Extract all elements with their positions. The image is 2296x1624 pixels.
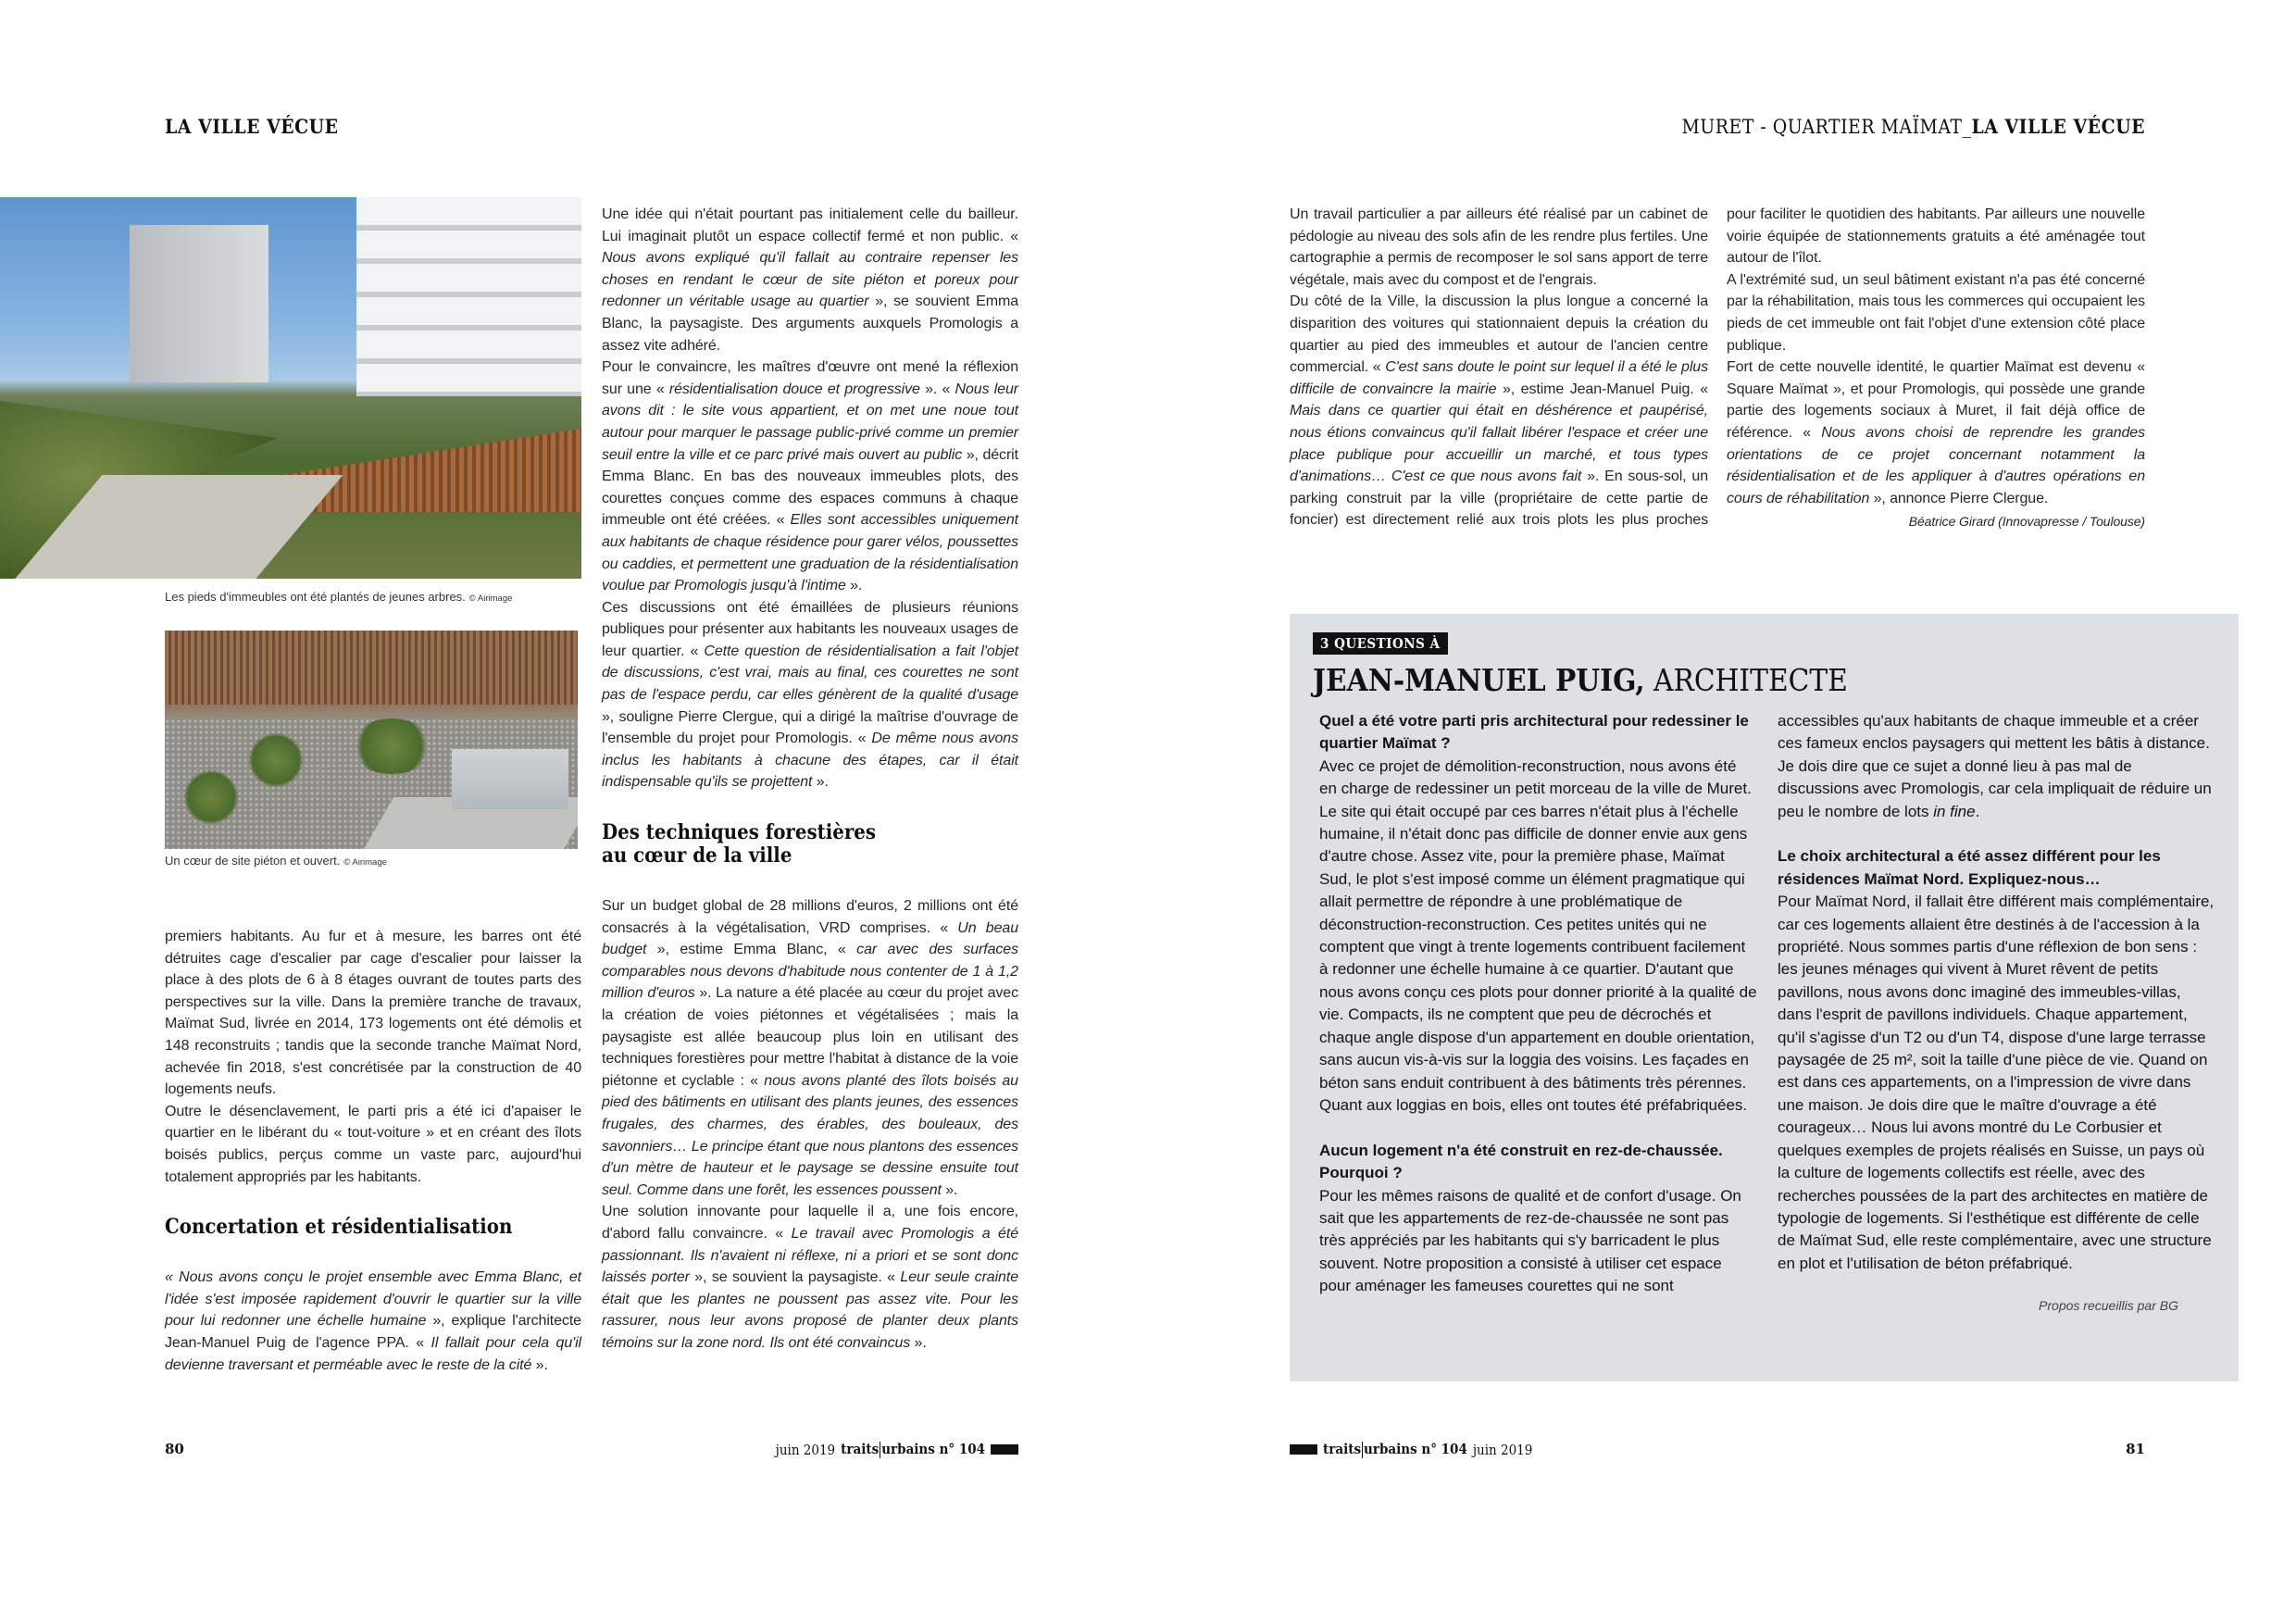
issue-number: n° 104 xyxy=(1421,1441,1467,1457)
interview-question: Le choix architectural a été assez différent pour les résidences Maïmat Nord. Expliquez-nous… xyxy=(1778,847,2161,888)
photo-credit: © Airimage xyxy=(343,857,387,868)
text-run: », décrit Emma Blanc. En bas des nouveaux immeubles plots, des courettes conçues comme des espaces communs à chaque immeuble ont été créées. « xyxy=(602,446,1018,529)
interview-title xyxy=(1313,662,2215,699)
italic-quote: C'est sans doute le point sur lequel il a été le plus difficile de convaincre la mairie xyxy=(1290,359,1708,397)
photo-fence xyxy=(165,631,578,705)
logo-part: traits xyxy=(841,1441,880,1457)
italic-quote: nous avons planté des îlots boisés au pied des bâtiments en utilisant des plants jeunes, des essences frugales, des charmes, des érables, des bouleaux, des savonniers… Le principe étant que nous plantons des essences d'un mètre de hauteur et le paysage se dessine ensuite tout seul. Comme dans une forêt, les essences poussent xyxy=(602,1072,1018,1198)
italic-quote: Leur seule crainte était que les plantes ne poussent pas assez vite. Pour les rassurer, nous leur avons proposé de planter deux plants témoins sur la zone nord. Ils ont été convaincus xyxy=(602,1269,1018,1351)
section-title: LA VILLE VÉCUE xyxy=(1971,115,2145,138)
article-column-2 xyxy=(602,204,1018,1355)
text-run: . xyxy=(1975,802,1980,820)
text-run: ». xyxy=(910,1334,927,1351)
paragraph xyxy=(602,1201,1018,1354)
logo-part: urbains xyxy=(881,1441,935,1457)
interview-question: Aucun logement n'a été construit en rez-de-chaussée. Pourquoi ? xyxy=(1319,1141,1723,1182)
photo2-caption xyxy=(165,854,387,868)
italic-quote: Il fallait pour cela qu'il devienne traversant et perméable avec le reste de la cité xyxy=(165,1334,581,1373)
text-run: premiers habitants. Au fur et à mesure, les barres ont été détruites cage d'escalier par cage d'escalier pour laisser la place à des plots de 6 à 8 étages ouvrant de toutes parts des perspectives sur la ville. Dans la première tranche de travaux, Maïmat Sud, livrée en 2014, 173 logements ont été démolis et 148 reconstruits ; tandis que la seconde tranche Maïmat Nord, achevée fin 2018, s'est concrétisée par la construction de 40 logements neufs. xyxy=(165,929,581,1098)
text-run: Avec ce projet de démolition-reconstruction, nous avons été en charge de redessiner un petit morceau de la ville de Muret. Le site qui était occupé par ces barres n'était plus à l'échelle humaine, il n'était donc pas difficile de donner envie aux gens d'autre chose. Assez vite, pour la première phase, Maïmat Sud, le plot s'est imposé comme un élément pragmatique qui allait permettre de répondre à une problématique de déconstruction-reconstruction. Ces petites unités qui ne comptent que vingt à trente logements contribuent facilement à redonner une échelle humaine à ce quartier. D'autant que nous avons conçu ces plots pour donner priorité à la qualité de vie. Compacts, ils ne comptent que peu de décrochés et chaque angle dispose d'un appartement en double orientation, sans aucun vis-à-vis sur la loggia des voisins. Les façades en béton sans enduit contribuent à des bâtiments très pérennes. Quant aux loggias en bois, elles ont toutes été préfabriquées. xyxy=(1319,756,1757,1114)
text-run: Une solution innovante pour laquelle il a, une fois encore, d'abord fallu convaincre. « xyxy=(602,1204,1018,1242)
logo-part: traits xyxy=(1323,1441,1362,1457)
interview-answer xyxy=(1319,756,1757,1118)
italic-quote: « Nous avons conçu le projet ensemble avec Emma Blanc, et l'idée s'est imposée rapidement d'ouvrir le quartier sur la ville pour lui redonner une échelle humaine xyxy=(165,1269,581,1330)
section-title: LA VILLE VÉCUE xyxy=(165,115,339,138)
text-run: Outre le désenclavement, le parti pris a été ici d'apaiser le quartier en le libérant du « tout-voiture » et en créant des îlots boisés publics, perçus comme un vaste parc, aujourd'hui totalement appropriés par les habitants. xyxy=(165,1103,581,1185)
italic-quote: Le travail avec Promologis a été passionnant. Ils n'avaient ni réflexe, ni a priori et se sont donc laissés porter xyxy=(602,1225,1018,1286)
text-run: Fort de cette nouvelle identité, le quartier Maïmat est devenu « Square Maïmat », et pour Promologis, qui possède une grande partie des logements sociaux à Muret, il fait déjà office de référence. « xyxy=(1727,359,2145,441)
italic-quote: Elles sont accessibles uniquement aux habitants de chaque résidence pour garer vélos, poussettes ou caddies, et permettent une graduation de la résidentialisation voulue par Promologis jusqu'à l'intime xyxy=(602,512,1018,594)
caption-text: Un cœur de site piéton et ouvert. xyxy=(165,854,341,868)
photo-building xyxy=(130,225,268,382)
italic-quote: Mais dans ce quartier qui était en déshérence et paupérisé, nous étions convaincus qu'il fallait libérer l'espace et créer une place publique pour accueillir un marché, et tous types d'animations… C'est ce que nous avons fait xyxy=(1290,403,1708,485)
photo1-caption xyxy=(165,590,512,604)
text-run: ». xyxy=(845,578,863,594)
text-run: Une idée qui n'était pourtant pas initialement celle du bailleur. Lui imaginait plutôt un espace collectif fermé et non public. « xyxy=(602,206,1018,244)
italic-quote: Nous avons expliqué qu'il fallait au contraire repenser les choses en rendant le cœur de site piéton et poreux pour redonner un véritable usage au quartier xyxy=(602,250,1018,310)
article-location: MURET - QUARTIER MAÏMAT_ xyxy=(1681,116,1972,138)
paragraph xyxy=(1727,356,2145,509)
interview-answer xyxy=(1778,891,2215,1275)
text-run: », souligne Pierre Clergue, qui a dirigé la maîtrise d'ouvrage de l'ensemble du projet pour Promologis. « xyxy=(602,708,1018,747)
italic-quote: in fine xyxy=(1933,802,1976,820)
text-run: », explique l'architecte Jean-Manuel Puig de l'agence PPA. « xyxy=(165,1313,581,1351)
photo-credit: © Airimage xyxy=(468,593,513,604)
black-bar-icon xyxy=(1290,1444,1317,1455)
paragraph xyxy=(602,895,1018,1201)
text-run: ». xyxy=(531,1356,548,1373)
page-number-left: 80 xyxy=(165,1441,184,1457)
interview-qa xyxy=(1319,710,2215,1298)
paragraph xyxy=(602,597,1018,793)
photo-building xyxy=(356,197,581,396)
text-run: », estime Emma Blanc, « xyxy=(646,942,857,958)
logo-part: urbains xyxy=(1364,1441,1417,1457)
photo-plant xyxy=(350,718,433,774)
paragraph xyxy=(602,356,1018,597)
paragraph xyxy=(602,204,1018,356)
interview-credit: Propos recueillis par BG xyxy=(2039,1297,2178,1313)
author-signature: Béatrice Girard (Innovapresse / Toulouse) xyxy=(1908,514,2145,530)
text-run: Sur un budget global de 28 millions d'euros, 2 millions ont été consacrés à la végétalisation, VRD comprises. « xyxy=(602,898,1018,936)
italic-quote: résidentialisation douce et progressive xyxy=(668,381,920,397)
text-run: », annonce Pierre Clergue. xyxy=(1869,490,2049,506)
photo-bench xyxy=(452,749,568,809)
text-run: Pour Maïmat Nord, il fallait être différent mais complémentaire, car ces logements allaient être destinés à de l'accession à la propriété. Nous sommes partis d'une réflexion de bon sens : les jeunes ménages qui vivent à Muret rêvent de petits pavillons, nous avons donc imaginé des immeubles-villas, dans l'esprit de pavillons individuels. Chaque appartement, qu'il s'agisse d'un T2 ou d'un T4, dispose d'une large terrasse paysagée de 25 m², soit la taille d'une pièce de vie. Quand on est dans ces appartements, on a l'impression de vivre dans une maison. Je dois dire que le maître d'ouvrage a été courageux… Nous lui avons montré du Le Corbusier et quelques exemples de projets réalisés en Suisse, un pays où la culture de logements collectifs est réelle, avec des recherches poussées de la part des architectes en matière de typologie de logements. Si l'esthétique est différente de celle de Maïmat Sud, elle reste complémentaire, avec une structure en plot et l'utilisation de béton préfabriqué. xyxy=(1778,893,2215,1272)
paragraph xyxy=(1727,269,2145,356)
running-head-left xyxy=(165,115,339,138)
running-head-right xyxy=(1681,115,2145,138)
section-heading xyxy=(602,821,1018,868)
text-run: Du côté de la Ville, la discussion la plus longue a concerné la disparition des voitures qui stationnaient depuis la création du quartier au pied des immeubles et autour de l'ancien centre commercial. « xyxy=(1290,294,1708,376)
text-run: », estime Jean-Manuel Puig. « xyxy=(1496,381,1708,397)
italic-quote: car avec des surfaces comparables nous devons d'habitude nous contenter de 1 à 1,2 million d'euros xyxy=(602,942,1018,1002)
footer-right xyxy=(1290,1441,1532,1458)
text-run: ». « xyxy=(919,381,955,397)
text-run: Pour le convaincre, les maîtres d'œuvre ont mené la réflexion sur une « xyxy=(602,359,1018,397)
magazine-logo xyxy=(1323,1441,1467,1458)
paragraph xyxy=(1290,204,1708,291)
italic-quote: Nous avons choisi de reprendre les grandes orientations de ce projet concernant notamment la résidentialisation et de les appliquer à d'autres opérations en cours de réhabilitation xyxy=(1727,424,2146,506)
italic-quote: De même nous avons inclus les habitants à chacune des étapes, car il était indispensable qu'ils se projettent xyxy=(602,731,1018,791)
italic-quote: Nous leur avons dit : le site vous appartient, et on met une noue tout autour pour marquer le passage public-privé comme un premier seuil entre la ville et ce parc privé mais ouvert au public xyxy=(602,381,1018,463)
italic-quote: Un beau budget xyxy=(602,919,1018,958)
interview-box xyxy=(1290,614,2239,1381)
italic-quote: Cette question de résidentialisation a fait l'objet de discussions, c'est vrai, mais au final, ces courettes ne sont pas de l'espace perdu, car elles génèrent de la qualité d'usage xyxy=(602,643,1018,704)
page-number-right: 81 xyxy=(2126,1441,2145,1457)
interview-question: Quel a été votre parti pris architectural pour redessiner le quartier Maïmat ? xyxy=(1319,712,1749,753)
heading-line: au cœur de la ville xyxy=(602,843,792,868)
issue-number: n° 104 xyxy=(939,1441,985,1457)
black-bar-icon xyxy=(991,1444,1018,1455)
heading-line: Des techniques forestières xyxy=(602,820,877,845)
photo-garden xyxy=(165,631,578,849)
logo-divider xyxy=(1362,1442,1363,1458)
caption-text: Les pieds d'immeubles ont été plantés de jeunes arbres. xyxy=(165,590,466,604)
article-columns-right xyxy=(1290,204,2145,533)
interviewee-name: JEAN-MANUEL PUIG, xyxy=(1313,662,1645,698)
photo-building-path xyxy=(0,197,581,579)
section-heading: Concertation et résidentialisation xyxy=(165,1215,513,1240)
paragraph xyxy=(165,926,581,1101)
issue-date: juin 2019 xyxy=(775,1441,836,1458)
text-run: Un travail particulier a par ailleurs été réalisé par un cabinet de pédologie au niveau des sols afin de les rendre plus fertiles. Une cartographie a permis de recomposer le sol sans apport de terre végétale, mais avec du compost et de l'engrais. xyxy=(1290,206,1708,288)
text-run: ». xyxy=(812,774,829,791)
photo-plant xyxy=(183,769,239,825)
magazine-logo xyxy=(841,1441,985,1458)
interviewee-role: ARCHITECTE xyxy=(1644,662,1848,698)
text-run: ». En sous-sol, un parking construit par la ville (propriétaire de cette partie de foncier) est directement relié aux trois plots les plus proches pour faciliter le quotidien des habitants. Par ailleurs une nouvelle voirie équipée de stationnements gratuits a été aménagée tout autour de l'îlot. xyxy=(1290,206,2145,529)
text-run: », se souvient Emma Blanc, la paysagiste. Des arguments auxquels Promologis a assez vite adhéré. xyxy=(602,294,1018,354)
paragraph xyxy=(165,1101,581,1188)
text-run: ». xyxy=(941,1181,958,1198)
text-run: », se souvient la paysagiste. « xyxy=(689,1269,901,1286)
paragraph xyxy=(165,1267,581,1376)
photo-plant xyxy=(248,732,304,788)
text-run: A l'extrémité sud, un seul bâtiment existant n'a pas été concerné par la réhabilitation, mais tous les commerces qui occupaient les pieds de cet immeuble ont fait l'objet d'une extension côté place publique. xyxy=(1727,271,2145,354)
issue-date: juin 2019 xyxy=(1472,1441,1533,1458)
text-run: Ces discussions ont été émaillées de plusieurs réunions publiques pour présenter aux habitants les nouveaux usages de leur quartier. « xyxy=(602,599,1018,659)
article-column-1 xyxy=(165,926,581,1376)
footer-left xyxy=(776,1441,1018,1458)
interview-label: 3 QUESTIONS À xyxy=(1313,632,1448,655)
text-run: Pour les mêmes raisons de qualité et de confort d'usage. On sait que les appartements de rez-de-chaussée ne sont pas très appréciés par les habitants qui s'y barricadent le plus souvent. Notre proposition a consisté à utiliser cet espace pour aménager les fameuses courettes qui ne sont accessibles qu'aux habitants de chaque immeuble et a créer ces fameux enclos paysagers qui mettent les bâtis à distance. Je dois dire que ce sujet a donné lieu à pas mal de discussions avec Promologis, car cela impliquait de réduire un peu le nombre de lots xyxy=(1319,712,2212,1295)
text-run: ». La nature a été placée au cœur du projet avec la création de voies piétonnes et végétalisées ; mais la paysagiste est allée beaucoup plus loin en utilisant des techniques forestières pour mettre l'habitat à distance de la voie piétonne et cyclable : « xyxy=(602,985,1018,1089)
